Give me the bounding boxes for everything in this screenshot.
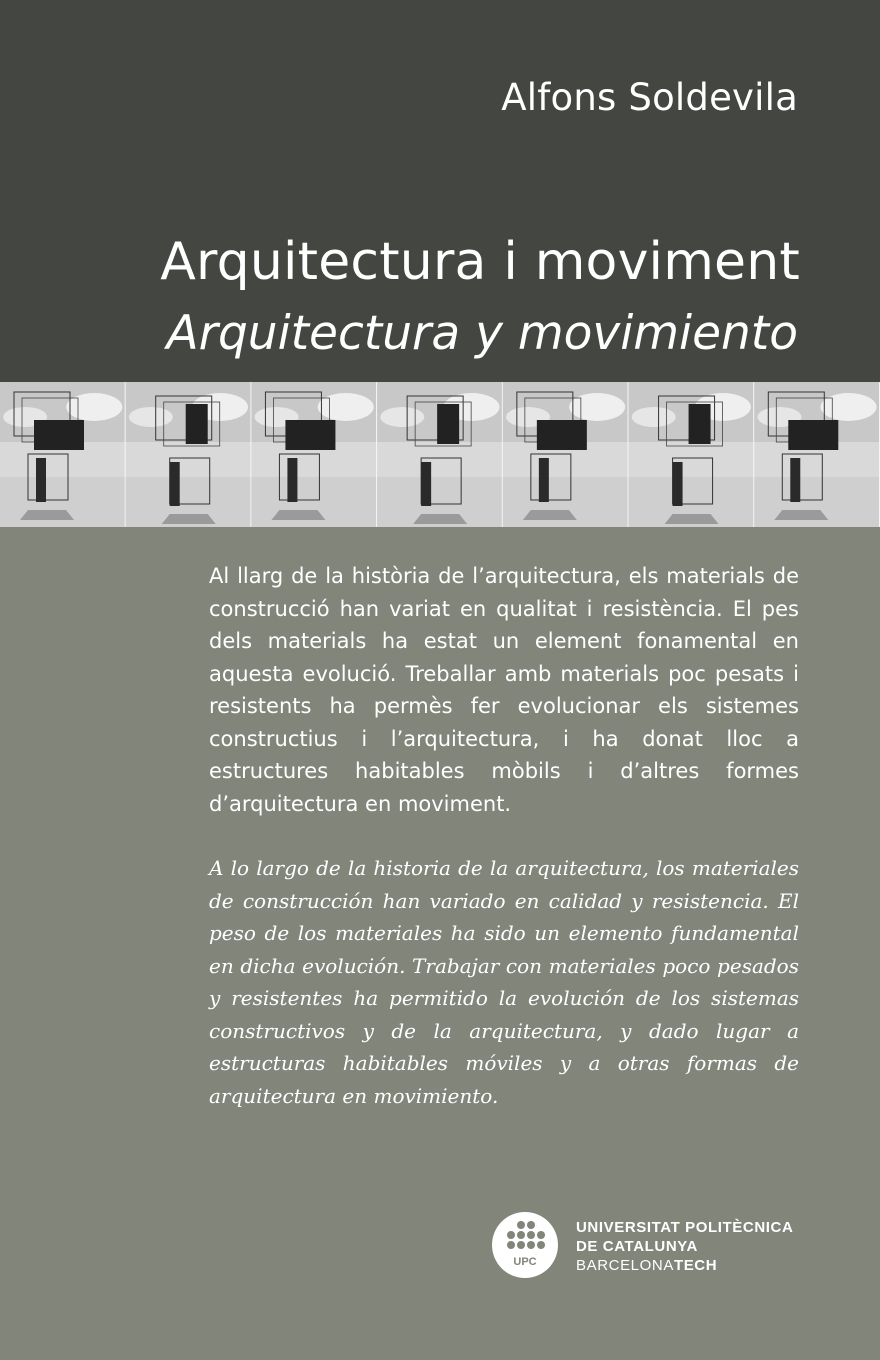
image-strip [0, 382, 880, 527]
publisher-logo [492, 1212, 822, 1282]
publisher-line-2: DE CATALUNYA [576, 1238, 698, 1255]
cover-header [0, 0, 880, 382]
title-spanish: Arquitectura y movimiento [166, 306, 798, 361]
svg-text:UPC: UPC [513, 1256, 537, 1268]
blurb-catalan: Al llarg de la història de l’arquitectura, els materials de construcció han variat en qualitat i resistència. El pes dels materials ha estat un element fonamental en aquesta evolució. Treballar amb materials poc pesats i resistents ha permès fer evolucionar els sistemes constructius i l’arquitectura, i ha donat lloc a estructures habitables mòbils i d’altres formes d’arquitectura en moviment. [209, 564, 799, 816]
blurb [209, 560, 799, 1112]
title-catalan: Arquitectura i moviment [160, 232, 800, 292]
publisher-line-1: UNIVERSITAT POLITÈCNICA [576, 1219, 794, 1236]
publisher-line-3-bold: TECH [673, 1257, 718, 1274]
publisher-name [576, 1218, 793, 1275]
blurb-spanish: A lo largo de la historia de la arquitectura, los materiales de construcción han variado en calidad y resistencia. El peso de los materiales ha sido un elemento fundamental en dicha evolución. Trabajar con materiales poco pesados y resistentes ha permitido la evolución de los sistemas constructivos y de la arquitectura, y dado lugar a estructuras habitables móviles y a otras formas de arquitectura en movimiento. [209, 856, 799, 1108]
architecture-sketch-strip [0, 382, 880, 527]
publisher-line-3 [576, 1256, 793, 1275]
publisher-line-3-light: BARCELONA [576, 1257, 674, 1274]
author-name: Alfons Soldevila [501, 76, 798, 119]
upc-logo-icon [492, 1212, 558, 1278]
